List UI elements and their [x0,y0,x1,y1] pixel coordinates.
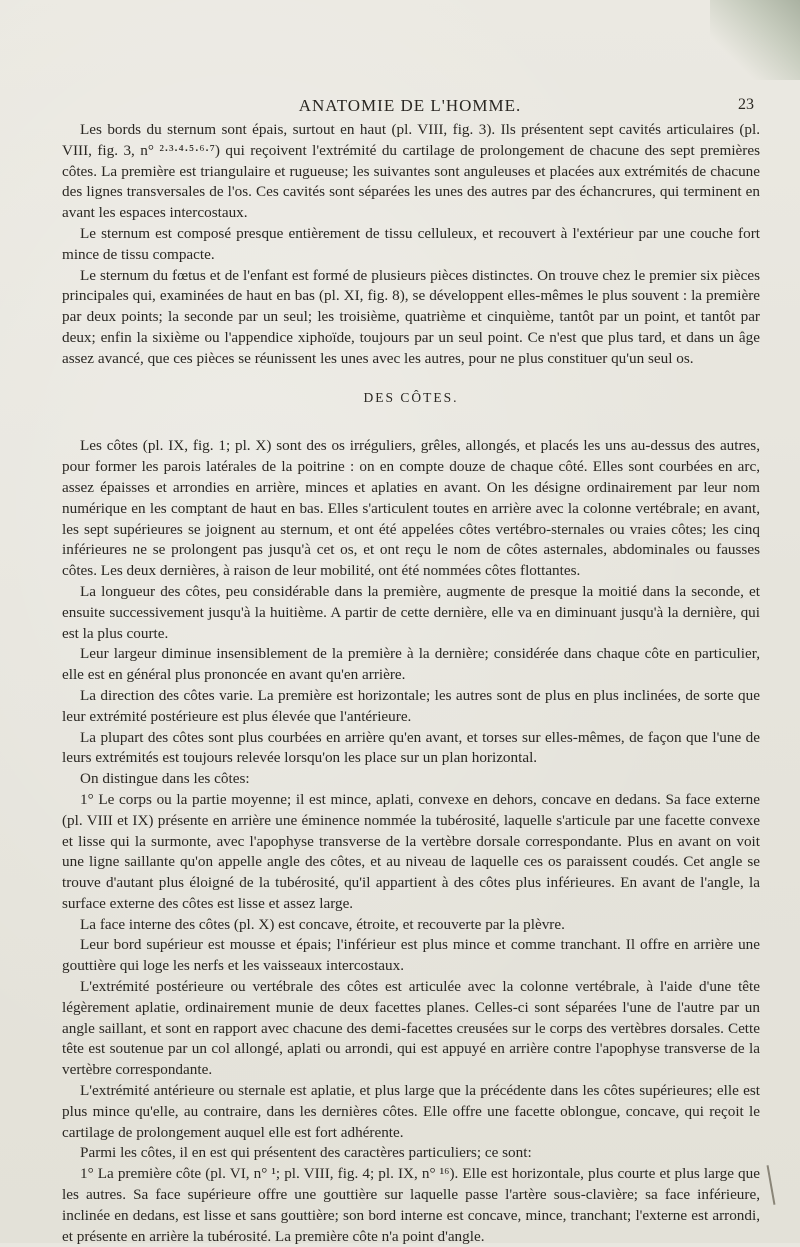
paragraph: L'extrémité antérieure ou sternale est aplatie, et plus large que la précédente dans les côtes supérieures; elle est plus mince qu'elle, au contraire, dans les dernières côtes. Elle offre une facette oblongue, concave, qui reçoit le cartilage de prolongement auquel elle est fort adhérente. [62,1082,760,1141]
paragraph: Leur bord supérieur est mousse et épais; l'inférieur est plus mince et comme tranchant. Il offre en arrière une gouttière qui loge les nerfs et les vaisseaux intercostaux. [62,936,760,975]
page-header [60,96,760,116]
paragraph: Les côtes (pl. IX, fig. 1; pl. X) sont des os irréguliers, grêles, allongés, et placés les uns au-dessus des autres, pour former les parois latérales de la poitrine : on en compte douze de chaque côté. Elles sont courbées en arc, assez épaisses et arrondies en arrière, minces et aplaties en avant. On les désigne ordinairement par leur nom numérique en les comptant de haut en bas. Elles s'articulent toutes en arrière avec la colonne vertébrale; en avant, les sept supérieures se joignent au sternum, et ont été appelées côtes vertébro-sternales ou vraies côtes; les cinq inférieures ne se prolongent pas jusqu'à cet os, et ont reçu le nom de côtes asternales, abdominales ou fausses côtes. Les deux dernières, à raison de leur mobilité, ont été nommées côtes flottantes. [62,437,760,580]
margin-mark [767,1165,776,1205]
paragraph: On distingue dans les côtes: [80,770,250,788]
section-heading: DES CÔTES. [363,389,459,405]
paragraph: Les bords du sternum sont épais, surtout en haut (pl. VIII, fig. 3). Ils présentent sept cavités articulaires (pl. VIII, fig. 3, n° ²·³·⁴·⁵·⁶·⁷) qui reçoivent l'extrémité du cartilage de prolongement de chacune des sept premières côtes. La première est triangulaire et rugueuse; les suivantes sont anguleuses et placées aux extrémités de chacune des lignes transversales de l'os. Ces cavités sont séparées les unes des autres par des échancrures, qui terminent en avant les espaces intercostaux. [62,121,760,222]
paragraph: Leur largeur diminue insensiblement de la première à la dernière; considérée dans chaque côte en particulier, elle est en général plus prononcée en avant qu'en arrière. [62,645,760,684]
paragraph: 1° Le corps ou la partie moyenne; il est mince, aplati, convexe en dehors, concave en dedans. Sa face externe (pl. VIII et IX) présente en arrière une éminence nommée la tubérosité, laquelle s'articule par une facette convexe et lisse qui la surmonte, avec l'apophyse transverse de la vertèbre dorsale correspondante. Plus en avant on voit une ligne saillante qu'on appelle angle des côtes, et au niveau de laquelle ces os paraissent coudés. Cet angle se trouve d'autant plus éloigné de la tubérosité, qu'il appartient à des côtes plus inférieures. En avant de l'angle, la surface externe des côtes est lisse et assez large. [62,790,760,912]
body-text [62,120,760,1247]
paragraph: L'extrémité postérieure ou vertébrale des côtes est articulée avec la colonne vertébrale, à l'aide d'une tête légèrement aplatie, ordinairement munie de deux facettes planes. Celles-ci sont séparées l'une de l'autre par un angle saillant, et sont en rapport avec chacune des demi-facettes creusées sur le corps des vertèbres dorsales. Cette tête est soutenue par un col allongé, aplati ou arrondi, qui est appuyé en arrière contre l'apophyse transverse de la vertèbre correspondante. [62,978,760,1079]
running-title: ANATOMIE DE L'HOMME. [298,96,522,115]
paragraph: 1° La première côte (pl. VI, n° ¹; pl. VIII, fig. 4; pl. IX, n° ¹⁶). Elle est horizontale, plus courte et plus large que les autres. Sa face supérieure offre une gouttière sur laquelle passe l'artère sous-clavière; sa face inférieure, inclinée en dedans, est lisse et sans gouttière; son bord interne est concave, mince, tranchant; l'externe est arrondi, et présente en arrière la tubérosité. La première côte n'a point d'angle. [62,1165,760,1245]
paragraph: La direction des côtes varie. La première est horizontale; les autres sont de plus en plus inclinées, de sorte que leur extrémité postérieure est plus élevée que l'antérieure. [62,686,760,725]
paragraph: Parmi les côtes, il en est qui présentent des caractères particuliers; ce sont: [80,1144,532,1162]
paragraph: Le sternum est composé presque entièrement de tissu celluleux, et recouvert à l'extérieur par une couche fort mince de tissu compacte. [62,224,760,263]
paragraph: La longueur des côtes, peu considérable dans la première, augmente de presque la moitié dans la seconde, et ensuite successivement jusqu'à la huitième. A partir de cette dernière, elle va en diminuant jusqu'à la dernière, qui est la plus courte. [62,582,760,642]
page-number: 23 [738,96,754,113]
paragraph: La face interne des côtes (pl. X) est concave, étroite, et recouverte par la plèvre. [80,915,565,933]
paragraph: La plupart des côtes sont plus courbées en arrière qu'en avant, et torses sur elles-mêmes, de façon que l'une de leurs extrémités est toujours relevée lorsqu'on les place sur un plan horizontal. [62,728,760,767]
paragraph: Le sternum du fœtus et de l'enfant est formé de plusieurs pièces distinctes. On trouve chez le premier six pièces principales qui, examinées de haut en bas (pl. XI, fig. 8), se développent elles-mêmes le plus souvent : la première par deux points; la seconde par un seul; les troisième, quatrième et cinquième, tantôt par un point, et tantôt par deux; enfin la sixième ou l'appendice xiphoïde, toujours par un seul point. Ce n'est que plus tard, et dans un âge assez avancé, que ces pièces se réunissent les unes avec les autres, pour ne plus constituer qu'un seul os. [62,266,760,367]
torn-corner-decoration [710,0,800,80]
